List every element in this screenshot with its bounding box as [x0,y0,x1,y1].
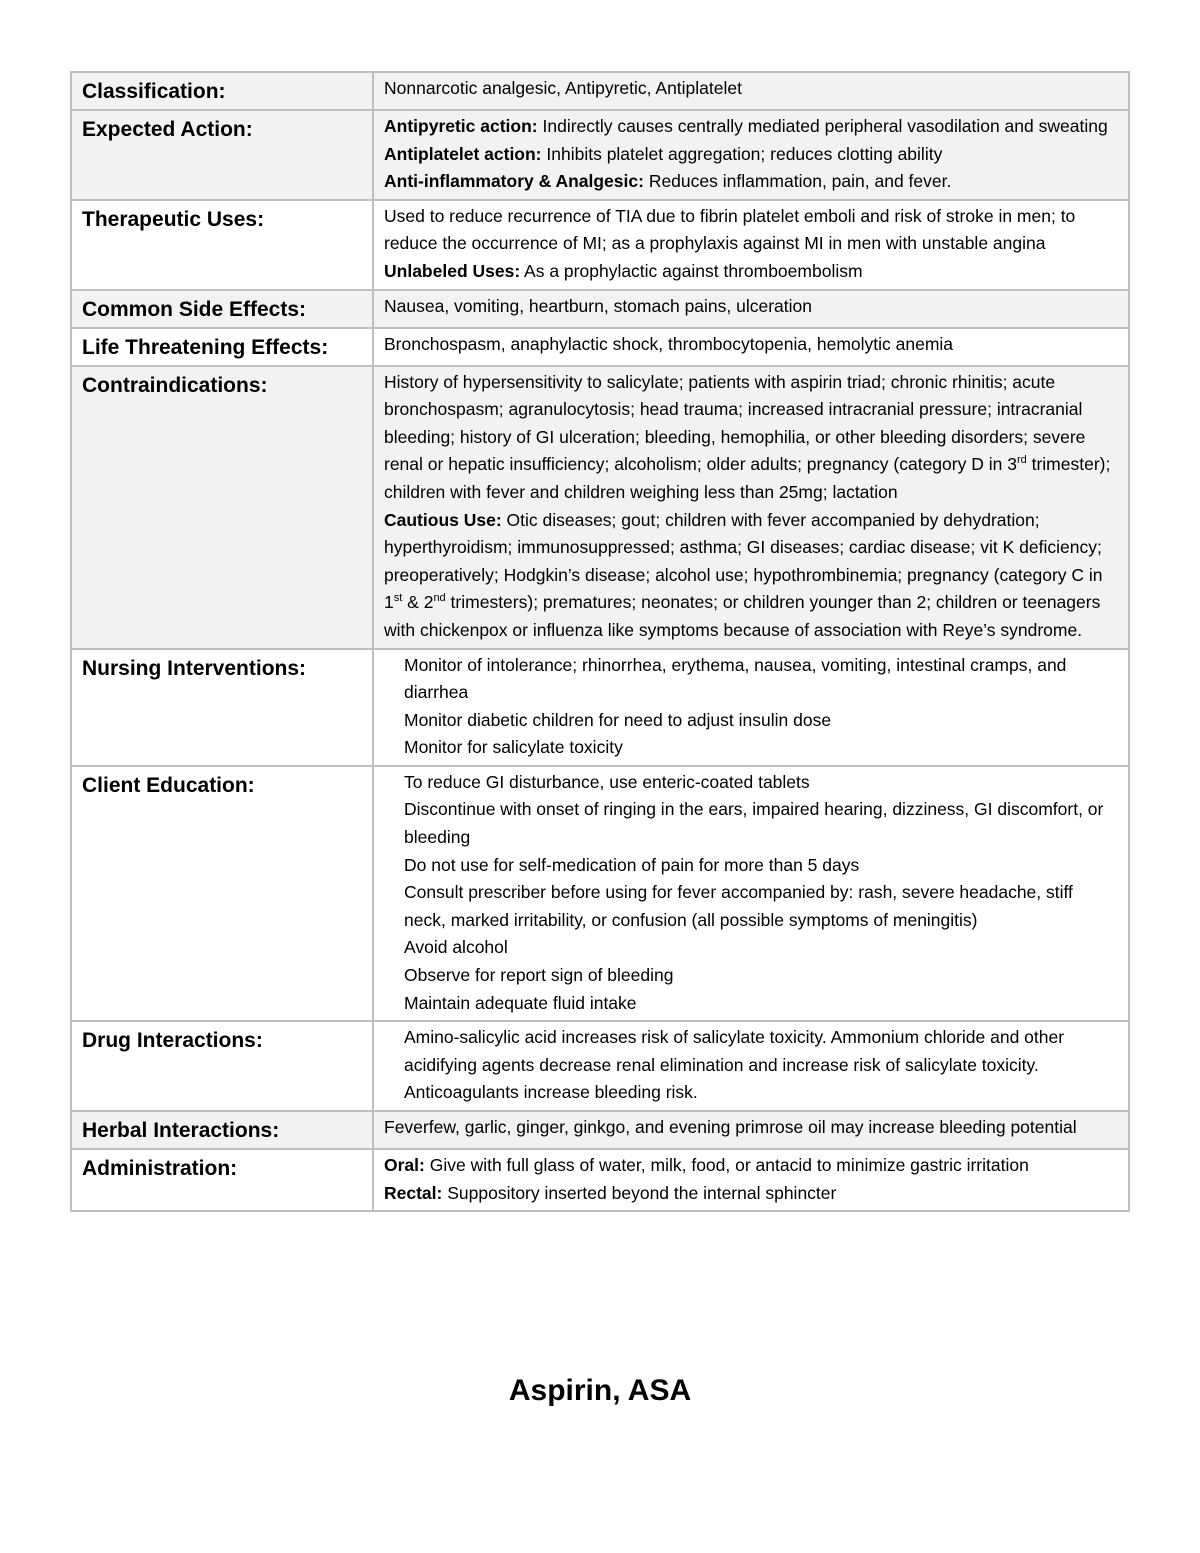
row-label: Therapeutic Uses: [71,200,373,290]
unlabeled-lead: Unlabeled Uses: [384,260,521,281]
row-value [373,200,1129,290]
bullet-text: Monitor diabetic children for need to adjust insulin dose [404,709,832,730]
row-value: Nonnarcotic analgesic, Antipyretic, Antiplatelet [373,72,1129,110]
action-text: Reduces inflammation, pain, and fever. [643,171,952,192]
oral-admin [384,1152,1118,1180]
bullet-item [384,734,1118,762]
unlabeled-text: As a prophylactic against thromboembolism [520,260,863,281]
contraindications-text [384,369,1118,507]
nursing-list [384,652,1118,762]
bullet-item [384,1024,1118,1079]
drug-card [70,71,1130,1212]
bullet-item [384,707,1118,735]
row-life-threatening [71,328,1129,366]
row-label: Expected Action: [71,110,373,200]
row-nursing-interventions [71,649,1129,766]
drug-table [70,71,1130,1212]
action-item [384,168,1118,196]
bullet-text: To reduce GI disturbance, use enteric-coated tablets [404,771,810,792]
drug-interactions-list [384,1024,1118,1107]
bullet-item [384,990,1118,1018]
action-item [384,113,1118,141]
ordinal-sup: nd [433,592,446,605]
ordinal-sup: rd [1016,454,1027,467]
row-label: Herbal Interactions: [71,1111,373,1149]
oral-lead: Oral: [384,1155,425,1175]
cautious-text-part: & 2 [402,592,434,613]
rectal-text: Suppository inserted beyond the internal sphincter [442,1182,837,1203]
bullet-item [384,962,1118,990]
bullet-text: Consult prescriber before using for fever accompanied by: rash, severe headache, stiff neck, marked irritability, or confusion (all possible symptoms of meningitis) [404,882,1073,930]
action-lead: Antipyretic action: [384,116,538,136]
contra-text-part: History of hypersensitivity to salicylate; patients with aspirin triad; chronic rhinitis; acute bronchospasm; agranulocytosis; head trauma; increased intracranial pressure; intracranial bleeding; history of GI ulceration; bleeding, hemophilia, or other bleeding disorders; severe renal or hepatic insufficiency; alcoholism; older adults; pregnancy (category D in 3 [384,371,1086,475]
bullet-text: Monitor of intolerance; rhinorrhea, erythema, nausea, vomiting, intestinal cramps, and diarrhea [404,654,1067,703]
drug-name-caption: Aspirin, ASA [508,1374,692,1407]
row-value: Nausea, vomiting, heartburn, stomach pains, ulceration [373,290,1129,328]
bullet-item [384,652,1118,707]
cautious-use [384,507,1118,645]
action-item [384,141,1118,169]
row-common-side-effects [71,290,1129,328]
row-value [373,110,1129,200]
row-expected-action [71,110,1129,200]
row-herbal-interactions [71,1111,1129,1149]
bullet-item [384,934,1118,962]
bullet-item [384,879,1118,934]
bullet-item [384,796,1118,851]
row-administration [71,1149,1129,1211]
education-list [384,769,1118,1017]
bullet-item [384,1079,1118,1107]
row-label: Common Side Effects: [71,290,373,328]
row-label: Client Education: [71,766,373,1021]
row-drug-interactions [71,1021,1129,1111]
row-label: Contraindications: [71,366,373,649]
row-label: Classification: [71,72,373,110]
row-value [373,649,1129,766]
oral-text: Give with full glass of water, milk, food, or antacid to minimize gastric irritation [424,1155,1029,1175]
cautious-lead: Cautious Use: [384,509,502,530]
action-lead: Anti-inflammatory & Analgesic: [384,171,644,192]
bullet-text: Observe for report sign of bleeding [404,965,674,986]
action-text: Inhibits platelet aggregation; reduces clotting ability [541,143,943,164]
row-value [373,766,1129,1021]
bullet-text: Monitor for salicylate toxicity [404,737,623,758]
bullet-text: Maintain adequate fluid intake [404,992,637,1013]
row-label: Life Threatening Effects: [71,328,373,366]
bullet-text: Amino-salicylic acid increases risk of salicylate toxicity. Ammonium chloride and other acidifying agents decrease renal elimination and increase risk of salicylate toxicity. [404,1027,1065,1075]
bullet-text: Anticoagulants increase bleeding risk. [404,1082,698,1103]
row-client-education [71,766,1129,1021]
row-classification [71,72,1129,110]
row-value [373,366,1129,649]
unlabeled-uses [384,258,1118,286]
row-label: Drug Interactions: [71,1021,373,1111]
row-label: Nursing Interventions: [71,649,373,766]
cautious-text-part: Otic diseases; gout; children with fever accompanied by dehydration; hyperthyroidism; immunosuppressed; asthma; GI diseases; cardiac disease; vit K deficiency; preoperatively; Hodgkin’s disease; alcohol use; hypothrombinemia; pregnancy (category C in 1 [384,509,1103,613]
cautious-text-part: trimesters); prematures; neonates; or children younger than 2; children or teenagers with chickenpox or influenza like symptoms because of association with Reye’s syndrome. [384,592,1101,640]
bullet-text: Do not use for self-medication of pain for more than 5 days [404,854,860,875]
rectal-admin [384,1180,1118,1208]
rectal-lead: Rectal: [384,1182,443,1203]
ordinal-sup: st [393,592,403,605]
row-label: Administration: [71,1149,373,1211]
action-text: Indirectly causes centrally mediated peripheral vasodilation and sweating [537,116,1108,136]
row-contraindications [71,366,1129,649]
row-value [373,1149,1129,1211]
row-value [373,1021,1129,1111]
action-lead: Antiplatelet action: [384,143,542,164]
row-value: Feverfew, garlic, ginger, ginkgo, and evening primrose oil may increase bleeding potential [373,1111,1129,1149]
row-value: Bronchospasm, anaphylactic shock, thrombocytopenia, hemolytic anemia [373,328,1129,366]
bullet-text: Discontinue with onset of ringing in the ears, impaired hearing, dizziness, GI discomfort, or bleeding [404,799,1104,848]
bullet-item [384,769,1118,797]
bullet-text: Avoid alcohol [404,937,508,958]
bullet-item [384,852,1118,880]
uses-text: Used to reduce recurrence of TIA due to fibrin platelet emboli and risk of stroke in men; to reduce the occurrence of MI; as a prophylaxis against MI in men with unstable angina [384,205,1076,254]
row-therapeutic-uses [71,200,1129,290]
contra-text-part: trimester); children with fever and children weighing less than 25mg; lactation [384,454,1111,502]
